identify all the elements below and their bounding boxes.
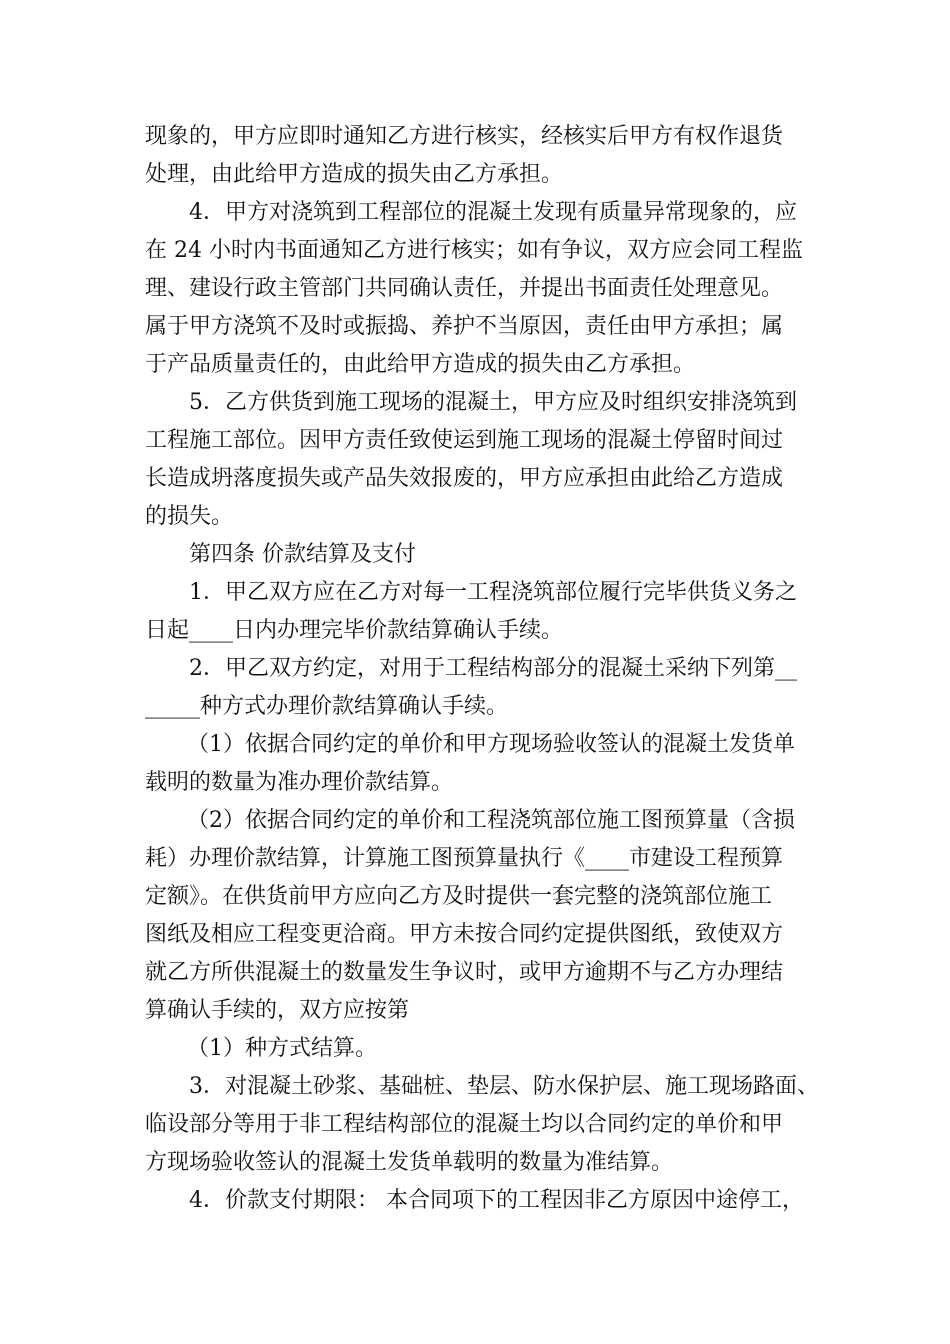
text-line: 工程施工部位。因甲方责任致使运到施工现场的混凝土停留时间过 bbox=[145, 428, 784, 453]
text-line: _____种方式办理价款结算确认手续。 bbox=[145, 694, 509, 719]
text-line: 临设部分等用于非工程结构部位的混凝土均以合同约定的单价和甲 bbox=[145, 1112, 784, 1137]
text-line: 载明的数量为准办理价款结算。 bbox=[145, 770, 454, 795]
section-heading: 第四条 价款结算及支付 bbox=[189, 542, 416, 567]
sub-clause-item: （1）依据合同约定的单价和甲方现场验收签认的混凝土发货单 bbox=[187, 732, 795, 757]
text-line: 就乙方所供混凝土的数量发生争议时，或甲方逾期不与乙方办理结 bbox=[145, 960, 784, 985]
text-line: 方现场验收签认的混凝土发货单载明的数量为准结算。 bbox=[145, 1150, 674, 1175]
text-line: 的损失。 bbox=[145, 504, 234, 529]
text-line: 长造成坍落度损失或产品失效报废的，甲方应承担由此给乙方造成 bbox=[145, 466, 784, 491]
clause-item: 1．甲乙双方应在乙方对每一工程浇筑部位履行完毕供货义务之 bbox=[189, 580, 797, 605]
text-line: 于产品质量责任的，由此给甲方造成的损失由乙方承担。 bbox=[145, 352, 696, 377]
text-line: 耗）办理价款结算，计算施工图预算量执行《____市建设工程预算 bbox=[145, 846, 784, 871]
clause-item: 5．乙方供货到施工现场的混凝土，甲方应及时组织安排浇筑到 bbox=[189, 390, 797, 415]
clause-item: 4．甲方对浇筑到工程部位的混凝土发现有质量异常现象的，应 bbox=[189, 200, 797, 225]
text-line: 在 24 小时内书面通知乙方进行核实；如有争议，双方应会同工程监 bbox=[145, 238, 803, 263]
text-line: 定额》。在供货前甲方应向乙方及时提供一套完整的浇筑部位施工 bbox=[145, 884, 773, 909]
document-body bbox=[145, 118, 819, 1220]
clause-item: 4．价款支付期限： 本合同项下的工程因非乙方原因中途停工， bbox=[189, 1188, 804, 1213]
clause-item: 2．甲乙双方约定，对用于工程结构部分的混凝土采纳下列第__ bbox=[189, 656, 797, 681]
text-line: 处理，由此给甲方造成的损失由乙方承担。 bbox=[145, 162, 564, 187]
text-line: 属于甲方浇筑不及时或振捣、养护不当原因，责任由甲方承担；属 bbox=[145, 314, 784, 339]
text-line: 理、建设行政主管部门共同确认责任，并提出书面责任处理意见。 bbox=[145, 276, 784, 301]
text-line: 图纸及相应工程变更洽商。甲方未按合同约定提供图纸，致使双方 bbox=[145, 922, 784, 947]
sub-clause-item: （2）依据合同约定的单价和工程浇筑部位施工图预算量（含损 bbox=[187, 808, 795, 833]
clause-item: 3．对混凝土砂浆、基础桩、垫层、防水保护层、施工现场路面、 bbox=[189, 1074, 819, 1099]
text-line: 日起____日内办理完毕价款结算确认手续。 bbox=[145, 618, 564, 643]
text-line: 算确认手续的，双方应按第 bbox=[145, 998, 410, 1023]
text-line: 现象的，甲方应即时通知乙方进行核实，经核实后甲方有权作退货 bbox=[145, 124, 784, 149]
sub-clause-item: （1）种方式结算。 bbox=[187, 1036, 377, 1061]
